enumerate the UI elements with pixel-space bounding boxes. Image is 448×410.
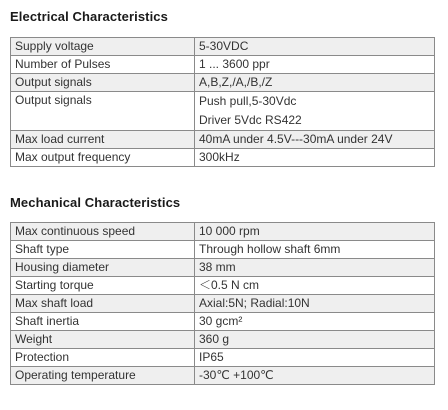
spec-value: -30℃ +100℃ [195, 367, 435, 385]
electrical-characteristics-table [10, 37, 435, 167]
spec-value: A,B,Z,/A,/B,/Z [195, 74, 435, 92]
spec-value: IP65 [195, 349, 435, 367]
spec-label: Max continuous speed [11, 223, 195, 241]
table-row [11, 349, 435, 367]
spec-value: 360 g [195, 331, 435, 349]
spec-value: 10 000 rpm [195, 223, 435, 241]
spec-value: Axial:5N; Radial:10N [195, 295, 435, 313]
table-row [11, 313, 435, 331]
spec-label: Starting torque [11, 277, 195, 295]
table-row [11, 56, 435, 74]
table-row [11, 241, 435, 259]
spec-label: Protection [11, 349, 195, 367]
spec-label: Max load current [11, 131, 195, 149]
spec-value: 300kHz [195, 149, 435, 167]
spec-value: 40mA under 4.5V---30mA under 24V [195, 131, 435, 149]
spec-value: 1 ... 3600 ppr [195, 56, 435, 74]
mechanical-section-title: Mechanical Characteristics [10, 195, 181, 210]
table-row [11, 74, 435, 92]
spec-value-line: Driver 5Vdc RS422 [199, 113, 302, 127]
spec-label: Operating temperature [11, 367, 195, 385]
spec-label: Max shaft load [11, 295, 195, 313]
spec-value-line: Push pull,5-30Vdc [199, 94, 297, 108]
spec-label: Max output frequency [11, 149, 195, 167]
table-row [11, 367, 435, 385]
table-row [11, 149, 435, 167]
spec-label: Weight [11, 331, 195, 349]
electrical-section-title: Electrical Characteristics [10, 9, 168, 24]
spec-value: ＜0.5 N cm [195, 277, 435, 295]
table-row [11, 131, 435, 149]
spec-label: Housing diameter [11, 259, 195, 277]
table-row [11, 259, 435, 277]
table-row [11, 223, 435, 241]
table-row [11, 277, 435, 295]
spec-value: Through hollow shaft 6mm [195, 241, 435, 259]
spec-label: Shaft inertia [11, 313, 195, 331]
spec-value-multiline [195, 92, 435, 131]
spec-value: 38 mm [195, 259, 435, 277]
spec-label: Output signals [11, 92, 195, 131]
spec-label: Supply voltage [11, 38, 195, 56]
mechanical-characteristics-table [10, 222, 435, 385]
table-row [11, 331, 435, 349]
spec-label: Number of Pulses [11, 56, 195, 74]
spec-label: Output signals [11, 74, 195, 92]
table-row [11, 38, 435, 56]
spec-value: 5-30VDC [195, 38, 435, 56]
spec-label: Shaft type [11, 241, 195, 259]
table-row [11, 92, 435, 131]
spec-value: 30 gcm² [195, 313, 435, 331]
table-row [11, 295, 435, 313]
